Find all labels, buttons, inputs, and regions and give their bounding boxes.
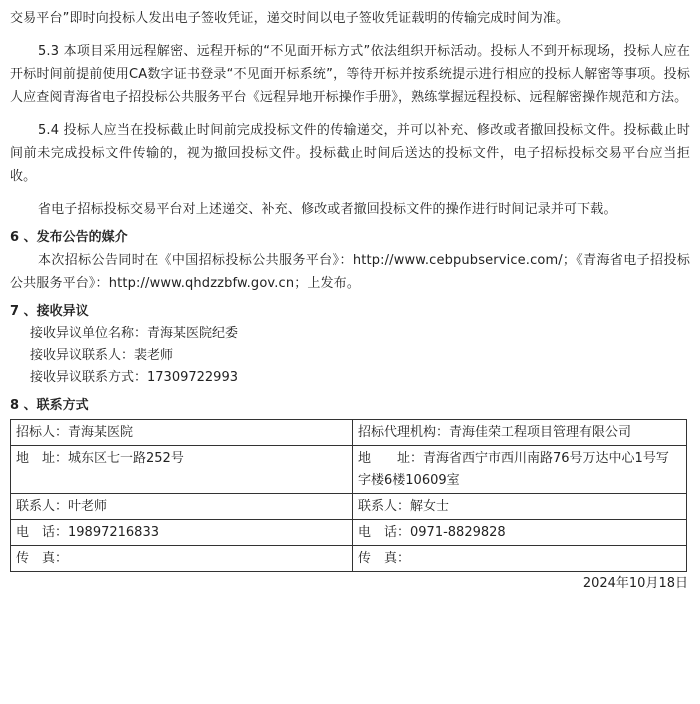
tenderer-address-cell: 地 址：城东区七一路252号 <box>11 446 353 494</box>
tenderer-cell: 招标人：青海某医院 <box>11 420 353 446</box>
table-row <box>11 420 687 446</box>
section-6-text: 本次招标公告同时在《中国招标投标公共服务平台》：http://www.cebpubservice.com/；《青海省电子招投标公共服务平台》：http://www.qhdzzbfw.gov.cn；上发布。 <box>10 253 690 291</box>
tenderer-fax-cell: 传 真： <box>11 546 353 572</box>
paragraph-5-4-submission: 5.4 投标人应当在投标截止时间前完成投标文件的传输递交，并可以补充、修改或者撤回投标文件。投标截止时间前未完成投标文件传输的，视为撤回投标文件。投标截止时间后送达的投标文件，电子招标投标交易平台应当拒收。 <box>10 123 690 184</box>
table-row <box>11 494 687 520</box>
contact-table <box>10 419 687 572</box>
tenderer-phone-cell: 电 话：19897216833 <box>11 520 353 546</box>
agency-cell: 招标代理机构：青海佳荣工程项目管理有限公司 <box>353 420 687 446</box>
document-date: 2024年10月18日 <box>582 576 688 591</box>
section-8-heading: 8 、联系方式 <box>10 398 89 413</box>
table-row <box>11 446 687 494</box>
objection-contact: 接收异议联系人：裴老师 <box>30 348 174 363</box>
paragraph-submission-time: 交易平台”即时向投标人发出电子签收凭证，递交时间以电子签收凭证载明的传输完成时间为准。 <box>10 11 570 26</box>
agency-phone-cell: 电 话：0971-8829828 <box>353 520 687 546</box>
agency-address-cell: 地 址：青海省西宁市西川南路76号万达中心1号写字楼6楼10609室 <box>353 446 687 494</box>
paragraph-platform-record: 省电子招标投标交易平台对上述递交、补充、修改或者撤回投标文件的操作进行时间记录并可下载。 <box>38 202 617 217</box>
objection-unit: 接收异议单位名称：青海某医院纪委 <box>30 326 239 341</box>
objection-phone: 接收异议联系方式：17309722993 <box>30 370 238 385</box>
table-row <box>11 520 687 546</box>
section-7-heading: 7 、接收异议 <box>10 304 89 319</box>
agency-contact-cell: 联系人：解女士 <box>353 494 687 520</box>
agency-fax-cell: 传 真： <box>353 546 687 572</box>
paragraph-5-3-remote-opening: 5.3 本项目采用远程解密、远程开标的“不见面开标方式”依法组织开标活动。投标人不到开标现场，投标人应在开标时间前提前使用CA数字证书登录“不见面开标系统”，等待开标并按系统提示进行相应的投标人解密等事项。投标人应查阅青海省电子招投标公共服务平台《远程异地开标操作手册》，熟练掌握远程投标、远程解密操作规范和方法。 <box>10 44 690 105</box>
section-6-heading: 6 、发布公告的媒介 <box>10 230 128 245</box>
table-row <box>11 546 687 572</box>
tenderer-contact-cell: 联系人：叶老师 <box>11 494 353 520</box>
